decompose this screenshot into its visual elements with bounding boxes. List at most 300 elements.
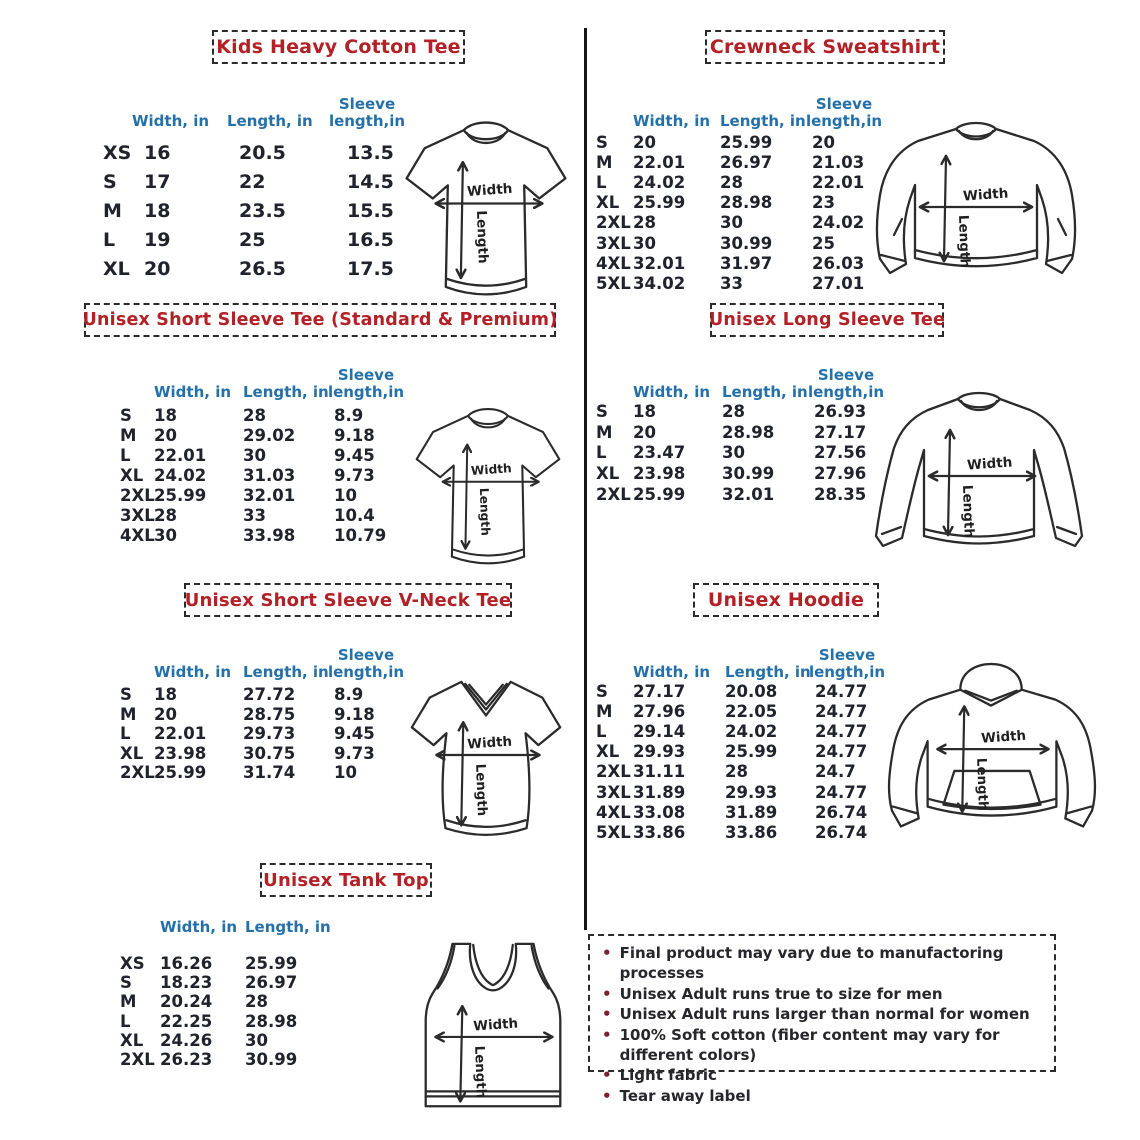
table-row [120,763,400,783]
vneck-rows [120,685,400,783]
measurement-value: 24.77 [815,782,868,802]
measurement-value: 20 [154,704,177,724]
size-label: XL [596,193,620,213]
measurement-value: 24.02 [633,172,686,192]
measurement-value: 20.24 [160,992,213,1012]
size-label: S [120,405,132,425]
size-label: L [103,228,116,251]
measurement-value: 30 [633,233,656,253]
crewneck-title [705,30,945,64]
size-label: 3XL [596,233,631,253]
size-label: L [120,724,131,744]
measurement-value: 20 [144,257,171,280]
measurement-value: 9.73 [334,743,375,763]
size-label: 5XL [596,273,631,293]
measurement-value: 8.9 [334,405,364,425]
table-row [596,463,884,484]
table-row [596,762,885,782]
table-row [120,744,400,764]
hoodie-header-row [596,635,885,681]
measurement-value: 31.03 [243,465,296,485]
measurement-value: 22.01 [154,724,207,744]
measurement-value: 9.18 [334,704,375,724]
table-row [596,273,882,293]
measurement-value: 24.77 [815,681,868,701]
size-label: M [596,701,613,721]
size-label: 2XL [596,213,631,233]
table-row [596,152,882,172]
measurement-value: 18.23 [160,973,213,993]
unisex-ls-tee-table [596,355,884,504]
column-header-sleeve: Sleeve length,in [327,366,405,402]
measurement-value: 24.26 [160,1030,213,1050]
table-row [103,254,422,283]
measurement-value: 21.03 [812,152,865,172]
measurement-value: 20.5 [239,141,286,164]
size-label: 3XL [120,505,155,525]
table-row [596,442,884,463]
note-item [602,1065,1042,1085]
column-header-width: Width, in [160,918,238,937]
measurement-value: 28 [720,172,743,192]
measurement-value: 33 [243,505,266,525]
table-row [596,681,885,701]
measurement-value: 18 [154,405,177,425]
table-row [120,445,400,465]
size-label: S [596,401,608,421]
measurement-value: 13.5 [347,141,394,164]
bullet-icon: • [602,1066,612,1085]
measurement-value: 29.93 [633,742,686,762]
measurement-value: 15.5 [347,199,394,222]
size-label: XL [103,257,130,280]
note-item [602,1025,1042,1066]
column-header-width: Width, in [132,112,210,131]
table-row [596,132,882,152]
measurement-value: 28.35 [814,484,867,504]
size-label: 2XL [120,763,155,783]
crewneck-table [596,84,882,294]
table-row [596,742,885,762]
measurement-value: 27.56 [814,443,867,463]
bullet-icon: • [602,944,612,962]
table-row [120,1050,335,1069]
measurement-value: 25 [812,233,835,253]
width-arrow-label: Width [466,734,513,753]
measurement-value: 18 [154,685,177,705]
measurement-value: 24.77 [815,721,868,741]
measurement-value: 16.5 [347,228,394,251]
measurement-value: 33.98 [243,525,296,545]
unisex-ls-tee-rows [596,401,884,504]
length-arrow-label: Length [955,214,973,269]
unisex-ss-tee-header-row [120,355,405,402]
short-sleeve-tee-diagram [390,108,582,304]
measurement-value: 28.75 [243,704,296,724]
measurement-value: 30 [722,443,745,463]
unisex-ss-tee-title [84,303,556,337]
measurement-value: 26.97 [720,152,773,172]
measurement-value: 33.86 [725,822,778,842]
product-notes-box [588,934,1056,1105]
measurement-value: 22.01 [812,172,865,192]
measurement-value: 10 [334,763,357,783]
size-label: S [120,973,132,993]
table-row [120,685,400,705]
size-label: L [120,445,131,465]
size-label: M [120,425,137,445]
measurement-value: 26.5 [239,257,286,280]
measurement-value: 31.74 [243,763,296,783]
kids-tee-header-row [91,84,422,130]
size-label: M [596,152,613,172]
measurement-value: 23.98 [633,463,686,483]
size-label: XS [103,141,132,164]
measurement-value: 24.77 [815,742,868,762]
tank-header-row [120,912,335,936]
measurement-value: 34.02 [633,273,686,293]
measurement-value: 27.96 [633,701,686,721]
measurement-value: 31.89 [725,802,778,822]
column-header-sleeve: Sleeve length,in [327,646,405,682]
measurement-value: 16.26 [160,954,213,974]
table-row [596,253,882,273]
table-row [596,172,882,192]
measurement-value: 26.97 [245,973,298,993]
column-header-length: Length, in [243,383,329,402]
long-sleeve-tee-diagram [866,386,1092,578]
size-label: S [596,681,608,701]
column-header-width: Width, in [633,112,711,131]
measurement-value: 20.08 [725,681,778,701]
measurement-value: 32.01 [243,485,296,505]
measurement-value: 20 [633,132,656,152]
measurement-value: 33.86 [633,822,686,842]
measurement-value: 27.17 [633,681,686,701]
hoodie-table [596,635,885,843]
measurement-value: 24.7 [815,762,856,782]
measurement-value: 31.89 [633,782,686,802]
column-header-length: Length, in [725,663,811,682]
column-header-sleeve: Sleeve length,in [808,646,886,682]
measurement-value: 30.99 [722,463,775,483]
hoodie-rows [596,681,885,843]
measurement-value: 9.45 [334,445,375,465]
measurement-value: 24.77 [815,701,868,721]
unisex-ls-tee-title-text: Unisex Long Sleeve Tee [708,310,946,330]
bullet-icon: • [602,984,612,1003]
crewneck-header-row [596,84,882,130]
size-label: 2XL [120,485,155,505]
measurement-value: 22 [239,170,266,193]
table-row [596,802,885,822]
measurement-value: 30 [720,213,743,233]
measurement-value: 24.02 [812,213,865,233]
measurement-value: 24.02 [725,721,778,741]
measurement-value: 25.99 [154,485,207,505]
table-row [103,225,422,254]
measurement-value: 28 [154,505,177,525]
size-label: 2XL [120,1050,155,1070]
column-header-length: Length, in [245,918,331,937]
column-header-length: Length, in [243,663,329,682]
note-item [602,1086,1042,1106]
measurement-value: 30 [154,525,177,545]
measurement-value: 28 [722,401,745,421]
vneck-header-row [120,635,405,682]
table-row [103,167,422,196]
width-arrow-label: Width [980,728,1027,747]
measurement-value: 30.99 [720,233,773,253]
size-label: S [103,170,117,193]
bullet-icon: • [602,1025,612,1044]
size-label: XL [596,742,620,762]
measurement-value: 29.73 [243,724,296,744]
measurement-value: 26.03 [812,253,865,273]
note-text: 100% Soft cotton (fiber content may vary for different colors) [619,1025,1000,1065]
column-header-width: Width, in [633,663,711,682]
hoodie-title [693,583,879,617]
size-label: XL [120,1030,144,1050]
measurement-value: 28 [245,992,268,1012]
bullet-icon: • [602,1086,612,1105]
measurement-value: 25.99 [720,132,773,152]
column-header-length: Length, in [722,383,808,402]
measurement-value: 20 [154,425,177,445]
measurement-value: 8.9 [334,685,364,705]
kids-tee-rows [103,138,422,283]
column-header-width: Width, in [633,383,711,402]
bullet-icon: • [602,1005,612,1024]
size-label: 4XL [120,525,155,545]
measurement-value: 19 [144,228,171,251]
measurement-value: 17.5 [347,257,394,280]
size-label: 4XL [596,802,631,822]
measurement-value: 10.79 [334,525,387,545]
measurement-value: 9.73 [334,465,375,485]
short-sleeve-tee-diagram [402,396,574,572]
measurement-value: 30.99 [245,1050,298,1070]
measurement-value: 28.98 [720,193,773,213]
measurement-value: 22.05 [725,701,778,721]
table-row [103,196,422,225]
table-row [120,525,400,545]
measurement-value: 23.47 [633,443,686,463]
measurement-value: 27.96 [814,463,867,483]
vneck-title [184,583,512,617]
table-row [596,193,882,213]
hoodie-title-text: Unisex Hoodie [707,589,865,611]
measurement-value: 31.11 [633,762,686,782]
note-text: Final product may vary due to manufactoring processes [619,944,1004,983]
measurement-value: 33 [720,273,743,293]
unisex-ls-tee-title [710,303,944,337]
measurement-value: 33.08 [633,802,686,822]
table-row [596,484,884,505]
measurement-value: 25.99 [245,954,298,974]
size-label: M [596,422,613,442]
measurement-value: 25 [239,228,266,251]
measurement-value: 9.18 [334,425,375,445]
column-header-length: Length, in [720,112,806,131]
width-arrow-label: Width [472,1016,519,1035]
size-label: 2XL [596,762,631,782]
table-row [120,1012,335,1031]
unisex-ss-tee-title-text: Unisex Short Sleeve Tee (Standard & Premium) [82,310,558,330]
table-row [596,822,885,842]
crewneck-title-text: Crewneck Sweatshirt [709,36,941,58]
size-label: 2XL [596,484,631,504]
table-row [596,213,882,233]
measurement-value: 20 [633,422,656,442]
table-row [596,721,885,741]
size-label: L [596,172,607,192]
size-label: 5XL [596,822,631,842]
measurement-value: 18 [633,401,656,421]
length-arrow-label: Length [472,210,491,264]
unisex-ss-tee-table [120,355,405,545]
size-label: XL [120,465,144,485]
column-header-sleeve: Sleeve length,in [328,95,406,131]
length-arrow-label: Length [471,1045,489,1099]
table-row [103,138,422,167]
measurement-value: 10.4 [334,505,375,525]
crewneck-sweatshirt-diagram [866,115,1086,305]
measurement-value: 32.01 [722,484,775,504]
column-divider-line [584,28,587,930]
tank-table [120,912,335,1069]
measurement-value: 22.01 [633,152,686,172]
measurement-value: 23.98 [154,743,207,763]
measurement-value: 28 [725,762,748,782]
measurement-value: 29.02 [243,425,296,445]
kids-tee-table [103,84,422,283]
measurement-value: 28 [633,213,656,233]
unisex-ls-tee-header-row [596,355,884,401]
measurement-value: 22.01 [154,445,207,465]
measurement-value: 23.5 [239,199,286,222]
unisex-ss-tee-rows [120,405,400,545]
table-row [120,724,400,744]
tank-title [260,863,432,897]
measurement-value: 25.99 [725,742,778,762]
size-label: 3XL [596,782,631,802]
measurement-value: 9.45 [334,724,375,744]
table-row [120,505,400,525]
column-header-sleeve: Sleeve length,in [807,366,885,402]
crewneck-rows [596,132,882,294]
measurement-value: 10 [334,485,357,505]
table-row [120,465,400,485]
measurement-value: 27.72 [243,685,296,705]
measurement-value: 26.23 [160,1050,213,1070]
table-row [120,705,400,725]
measurement-value: 20 [812,132,835,152]
table-row [120,405,400,425]
measurement-value: 14.5 [347,170,394,193]
note-item [602,984,1042,1004]
table-row [120,954,335,973]
note-text: Light fabric [619,1066,717,1085]
measurement-value: 25.99 [633,484,686,504]
kids-tee-title-text: Kids Heavy Cotton Tee [216,36,461,58]
length-arrow-label: Length [959,484,977,539]
table-row [120,973,335,992]
measurement-value: 26.93 [814,401,867,421]
width-arrow-label: Width [466,180,513,201]
tank-rows [120,954,335,1069]
measurement-value: 26.74 [815,802,868,822]
measurement-value: 25.99 [633,193,686,213]
length-arrow-label: Length [973,757,990,811]
measurement-value: 17 [144,170,171,193]
tank-top-diagram [412,936,574,1128]
measurement-value: 29.93 [725,782,778,802]
table-row [120,425,400,445]
note-text: Tear away label [619,1086,751,1105]
note-text: Unisex Adult runs true to size for men [619,984,943,1003]
vneck-table [120,635,405,783]
length-arrow-label: Length [476,487,493,537]
kids-tee-title [212,30,465,64]
measurement-value: 22.25 [160,1011,213,1031]
size-label: M [120,704,137,724]
measurement-value: 28.98 [722,422,775,442]
column-header-width: Width, in [154,663,232,682]
table-row [120,1031,335,1050]
size-label: L [120,1011,131,1031]
measurement-value: 30 [245,1030,268,1050]
vneck-title-text: Unisex Short Sleeve V-Neck Tee [184,589,512,611]
size-label: M [120,992,137,1012]
size-label: XS [120,954,145,974]
table-row [596,401,884,422]
size-label: S [596,132,608,152]
measurement-value: 30.75 [243,743,296,763]
table-row [596,233,882,253]
note-text: Unisex Adult runs larger than normal for women [619,1005,1030,1024]
measurement-value: 31.97 [720,253,773,273]
size-label: M [103,199,122,222]
measurement-value: 18 [144,199,171,222]
table-row [596,701,885,721]
measurement-value: 26.74 [815,822,868,842]
size-label: S [120,685,132,705]
measurement-value: 29.14 [633,721,686,741]
width-arrow-label: Width [470,461,513,479]
measurement-value: 28 [243,405,266,425]
size-label: XL [120,743,144,763]
vneck-tee-diagram [398,666,574,844]
note-item [602,1004,1042,1024]
table-row [596,422,884,443]
hoodie-diagram [878,660,1106,868]
measurement-value: 23 [812,193,835,213]
column-header-sleeve: Sleeve length,in [805,95,883,131]
measurement-value: 27.17 [814,422,867,442]
measurement-value: 28.98 [245,1011,298,1031]
measurement-value: 16 [144,141,171,164]
measurement-value: 25.99 [154,763,207,783]
table-row [120,992,335,1011]
size-label: 4XL [596,253,631,273]
measurement-value: 32.01 [633,253,686,273]
size-label: L [596,443,607,463]
table-row [596,782,885,802]
measurement-value: 30 [243,445,266,465]
width-arrow-label: Width [962,185,1009,205]
length-arrow-label: Length [472,763,489,817]
